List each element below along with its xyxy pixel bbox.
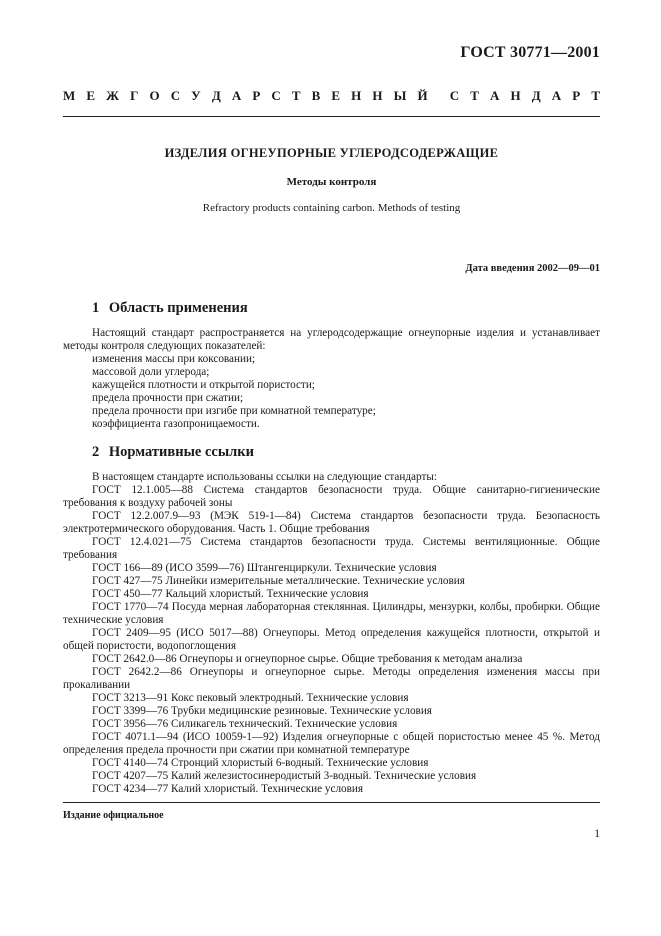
list-item: коэффициента газопроницаемости. — [92, 418, 260, 430]
normative-references-list — [63, 484, 600, 796]
banner-letter: Р — [572, 88, 581, 103]
banner-letter: Н — [372, 88, 383, 103]
footer-divider — [63, 802, 600, 803]
banner-letter: А — [551, 88, 562, 103]
banner-letter: Р — [252, 88, 261, 103]
reference-item: ГОСТ 450—77 Кальций хлористый. Технические условия — [92, 588, 369, 600]
reference-item: ГОСТ 12.4.021—75 Система стандартов безопасности труда. Системы вентиляционные. Общие требования — [63, 536, 600, 561]
banner-letter: Н — [510, 88, 521, 103]
banner-letter: Т — [591, 88, 600, 103]
section-1-list — [63, 353, 600, 431]
document-code: ГОСТ 30771—2001 — [460, 44, 600, 61]
reference-item: ГОСТ 4140—74 Стронций хлористый 6-водный. Технические условия — [92, 757, 429, 769]
english-title: Refractory products containing carbon. Methods of testing — [202, 202, 461, 214]
reference-item: ГОСТ 2642.2—86 Огнеупоры и огнеупорное сырье. Методы определения изменения массы при прокаливании — [63, 666, 600, 691]
banner-letter: У — [191, 88, 201, 103]
banner-letter: С — [449, 88, 460, 103]
banner-letter: Т — [291, 88, 301, 103]
interstate-standard-banner — [63, 88, 600, 108]
list-item: предела прочности при изгибе при комнатной температуре; — [92, 405, 376, 417]
reference-item: ГОСТ 4234—77 Калий хлористый. Технические условия — [92, 783, 364, 795]
list-item: массовой доли углерода; — [92, 366, 210, 378]
section-1-title: Область применения — [108, 300, 248, 316]
reference-item: ГОСТ 12.2.007.9—93 (МЭК 519-1—84) Система стандартов безопасности труда. Безопасность электротермического оборудования. Часть 1. Общие требования — [63, 510, 600, 535]
list-item: предела прочности при сжатии; — [92, 392, 244, 404]
banner-letter: С — [271, 88, 281, 103]
banner-letter: О — [149, 88, 160, 103]
banner-letter: Н — [351, 88, 362, 103]
section-1-intro: Настоящий стандарт распространяется на углеродсодержащие огнеупорные изделия и устанавливает методы контроля следующих показателей: — [63, 327, 600, 352]
banner-letter: Е — [86, 88, 96, 103]
page-number: 1 — [594, 828, 600, 840]
banner-letter: А — [231, 88, 242, 103]
banner-letter: Ы — [393, 88, 407, 103]
introduction-date: Дата введения 2002—09—01 — [465, 263, 600, 274]
header-divider — [63, 116, 600, 117]
reference-item: ГОСТ 4207—75 Калий железистосинеродистый 3-водный. Технические условия — [92, 770, 477, 782]
banner-letter: А — [490, 88, 500, 103]
reference-item: ГОСТ 3213—91 Кокс пековый электродный. Технические условия — [92, 692, 409, 704]
reference-item: ГОСТ 2642.0—86 Огнеупоры и огнеупорное сырье. Общие требования к методам анализа — [92, 653, 523, 665]
banner-letter: Д — [531, 88, 541, 103]
banner-letter: Т — [470, 88, 479, 103]
section-2-intro: В настоящем стандарте использованы ссылки на следующие стандарты: — [92, 471, 437, 483]
list-item: изменения массы при коксовании; — [92, 353, 256, 365]
banner-letter: Ж — [106, 88, 119, 103]
banner-letter: Г — [130, 88, 139, 103]
banner-letter: Й — [417, 88, 428, 103]
banner-letter: С — [170, 88, 181, 103]
reference-item: ГОСТ 4071.1—94 (ИСО 10059-1—92) Изделия огнеупорные с общей пористостью менее 45 %. Метод определения предела прочности при сжатии при комнатной температуре — [63, 731, 600, 756]
banner-letter: Д — [211, 88, 221, 103]
reference-item: ГОСТ 1770—74 Посуда мерная лабораторная стеклянная. Цилиндры, мензурки, колбы, пробирки. Общие технические условия — [63, 601, 600, 626]
section-1-body — [63, 327, 600, 431]
reference-item: ГОСТ 12.1.005—88 Система стандартов безопасности труда. Общие санитарно-гигиенические требования к воздуху рабочей зоны — [63, 484, 600, 509]
section-1-number: 1 — [92, 300, 100, 316]
section-2-title: Нормативные ссылки — [108, 444, 254, 460]
banner-letter: В — [311, 88, 321, 103]
banner-letter: М — [63, 88, 76, 103]
section-2-body — [63, 471, 600, 796]
section-2-heading — [92, 444, 254, 461]
edition-note: Издание официальное — [63, 810, 164, 821]
reference-item: ГОСТ 427—75 Линейки измерительные металлические. Технические условия — [92, 575, 465, 587]
reference-item: ГОСТ 2409—95 (ИСО 5017—88) Огнеупоры. Метод определения кажущейся плотности, открытой и общей пористости, водопоглощения — [63, 627, 600, 652]
reference-item: ГОСТ 3956—76 Силикагель технический. Технические условия — [92, 718, 398, 730]
reference-item: ГОСТ 166—89 (ИСО 3599—76) Штангенциркули. Технические условия — [92, 562, 437, 574]
banner-letter: Е — [331, 88, 341, 103]
list-item: кажущейся плотности и открытой пористости; — [92, 379, 315, 391]
section-2-number: 2 — [92, 444, 100, 460]
section-1-heading — [92, 300, 248, 317]
document-title: ИЗДЕЛИЯ ОГНЕУПОРНЫЕ УГЛЕРОДСОДЕРЖАЩИЕ — [164, 146, 499, 160]
reference-item: ГОСТ 3399—76 Трубки медицинские резиновые. Технические условия — [92, 705, 432, 717]
document-subtitle: Методы контроля — [286, 176, 377, 188]
